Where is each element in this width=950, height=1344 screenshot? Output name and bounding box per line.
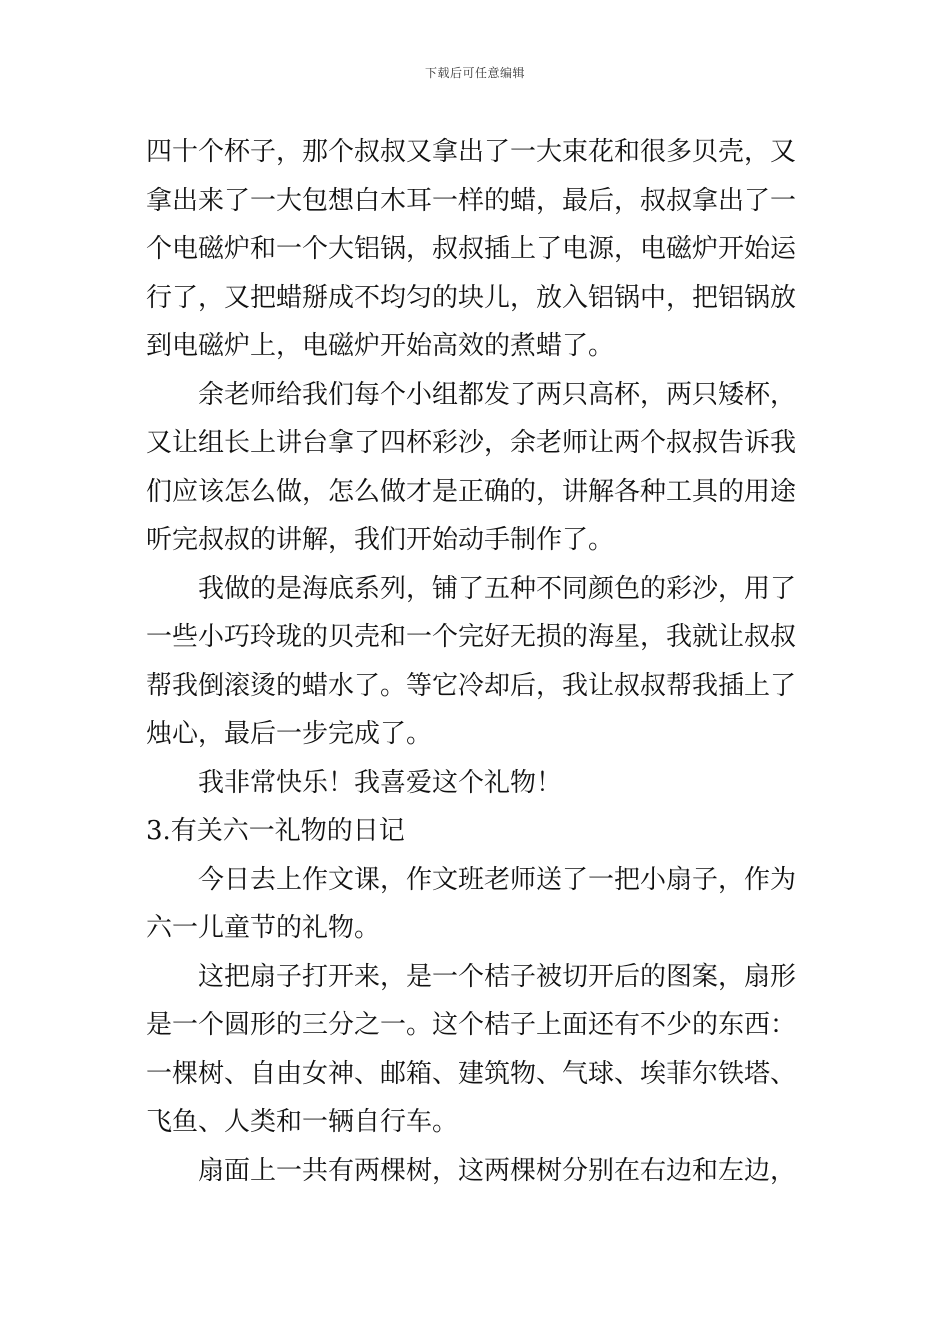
text-line: 们应该怎么做，怎么做才是正确的，讲解各种工具的用途 — [146, 476, 797, 507]
text-line: 六一儿童节的礼物。 — [146, 913, 381, 943]
paragraph-start-line: 我做的是海底系列，铺了五种不同颜色的彩沙，用了 — [198, 573, 797, 604]
text-line: 到电磁炉上，电磁炉开始高效的煮蜡了。 — [146, 331, 615, 361]
paragraph-start-line: 今日去上作文课，作文班老师送了一把小扇子，作为 — [198, 864, 797, 895]
text-line: 飞鱼、人类和一辆自行车。 — [146, 1107, 459, 1137]
text-line: 四十个杯子，那个叔叔又拿出了一大束花和很多贝壳，又 — [146, 137, 797, 167]
text-line: 个电磁炉和一个大铝锅，叔叔插上了电源，电磁炉开始运 — [146, 234, 797, 264]
text-line: 听完叔叔的讲解，我们开始动手制作了。 — [146, 525, 615, 555]
text-line: 烛心，最后一步完成了。 — [146, 719, 433, 749]
paragraph-start-line: 扇面上一共有两棵树，这两棵树分别在右边和左边， — [198, 1155, 797, 1186]
text-line: 帮我倒滚烫的蜡水了。等它冷却后，我让叔叔帮我插上了 — [146, 670, 797, 701]
text-line: 又让组长上讲台拿了四杯彩沙，余老师让两个叔叔告诉我 — [146, 428, 797, 458]
text-line: 一些小巧玲珑的贝壳和一个完好无损的海星，我就让叔叔 — [146, 622, 797, 652]
paragraph-start-line: 我非常快乐！我喜爱这个礼物！ — [198, 767, 563, 798]
section-heading: 3.有关六一礼物的日记 — [146, 816, 405, 846]
page-header: 下载后可任意编辑 — [424, 66, 525, 80]
text-line: 行了，又把蜡掰成不均匀的块儿，放入铝锅中，把铝锅放 — [146, 282, 797, 313]
text-line: 拿出来了一大包想白木耳一样的蜡，最后，叔叔拿出了一 — [146, 185, 797, 216]
text-line: 一棵树、自由女神、邮箱、建筑物、气球、埃菲尔铁塔、 — [146, 1058, 797, 1089]
text-line: 是一个圆形的三分之一。这个桔子上面还有不少的东西： — [146, 1010, 797, 1040]
paragraph-start-line: 余老师给我们每个小组都发了两只高杯，两只矮杯， — [198, 379, 797, 410]
document-body — [146, 128, 810, 1195]
paragraph-start-line: 这把扇子打开来，是一个桔子被切开后的图案，扇形 — [198, 961, 797, 992]
